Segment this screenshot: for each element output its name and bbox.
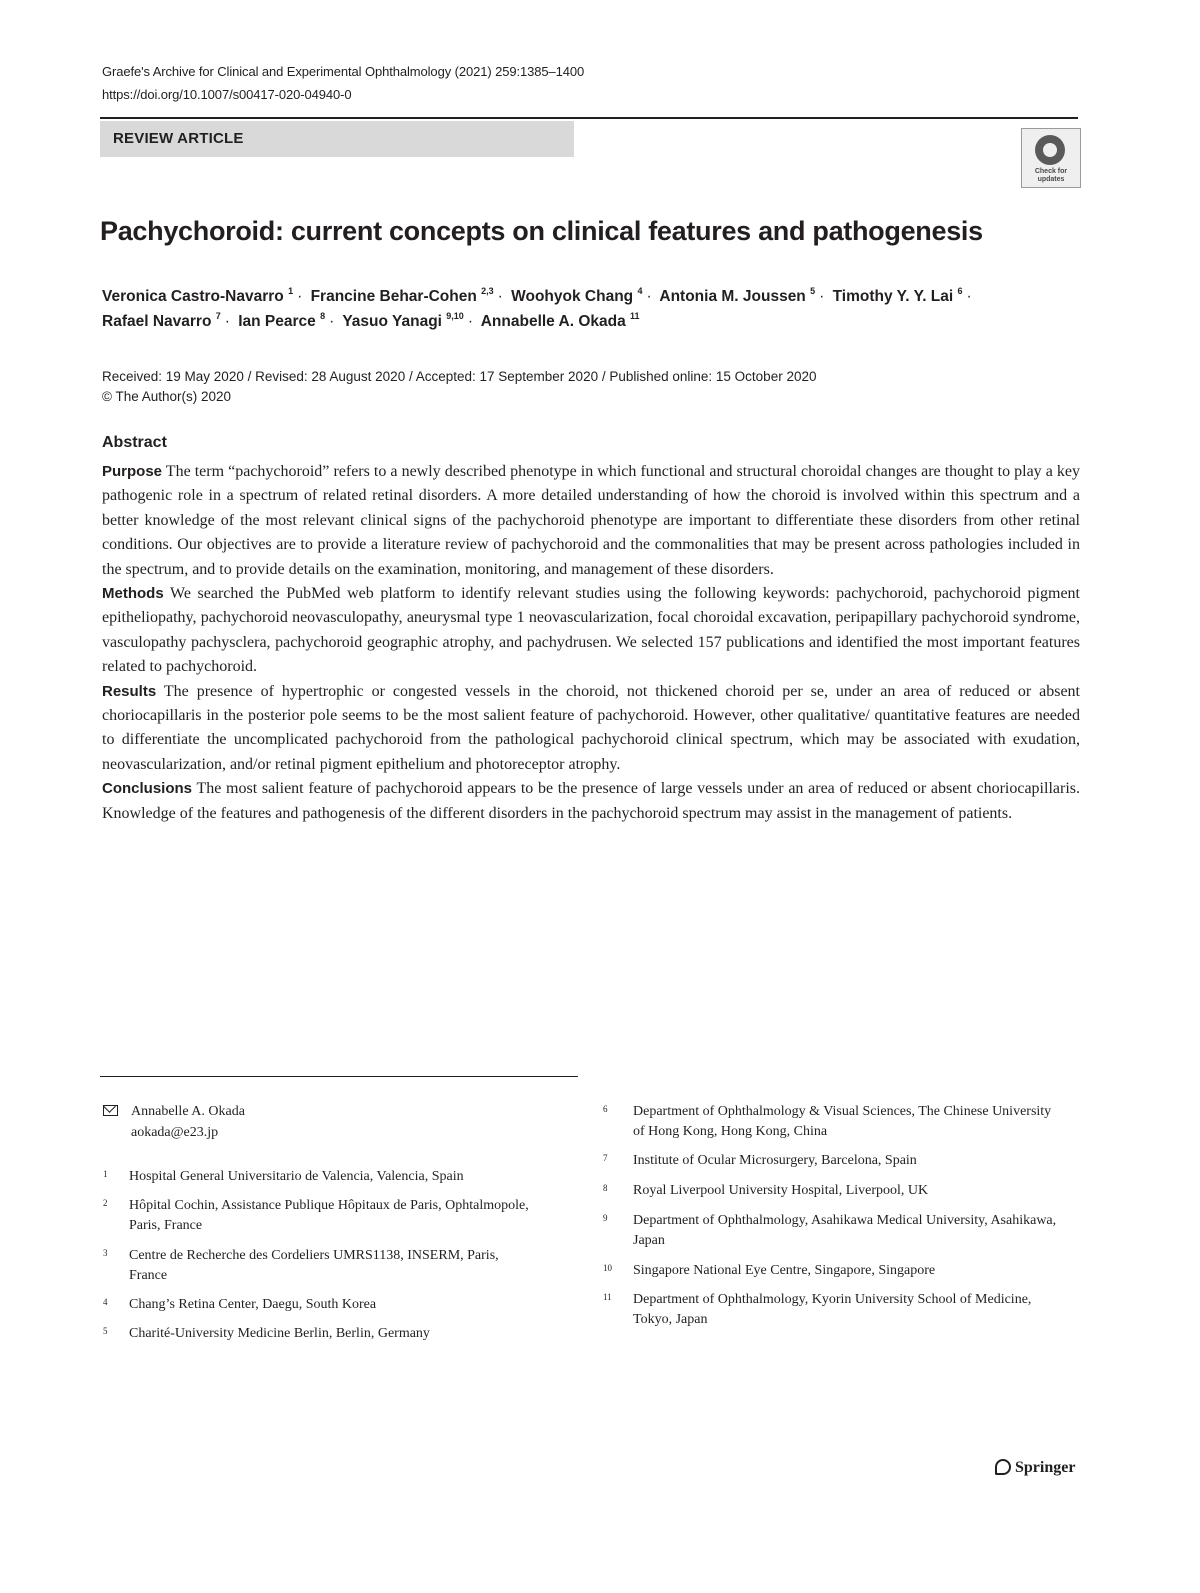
envelope-icon	[103, 1105, 118, 1116]
publisher-logo	[995, 1459, 1075, 1477]
affiliation-text: Charité-University Medicine Berlin, Berlin, Germany	[129, 1326, 430, 1341]
article-type-label: REVIEW ARTICLE	[113, 130, 244, 147]
author[interactable]: Francine Behar-Cohen $^{2,3}$	[310, 286, 494, 305]
affiliation-text: Hospital General Universitario de Valencia, Valencia, Spain	[129, 1169, 464, 1184]
affiliation-number: 3	[103, 1248, 108, 1258]
author[interactable]: Yasuo Yanagi $^{9,10}$	[342, 311, 464, 330]
contact-name: Annabelle A. Okada	[131, 1104, 245, 1119]
affiliation-text: Department of Ophthalmology & Visual Sciences, The Chinese University of Hong Kong, Hong Kong, China	[633, 1104, 1052, 1139]
affiliation-number: 1	[103, 1169, 108, 1179]
affiliation-text: Royal Liverpool University Hospital, Liverpool, UK	[633, 1183, 929, 1198]
author[interactable]: Woohyok Chang $^4$	[511, 286, 643, 305]
abstract-conclusions: Conclusions The most salient feature of pachychoroid appears to be the presence of large vessels under an area of reduced or absent choriocapillaris. Knowledge of the features and pathogenesis of the different disorders in the pachychoroid spectrum may assist in the management of patients.	[102, 780, 1080, 822]
springer-horse-icon	[995, 1459, 1011, 1475]
author[interactable]: Veronica Castro-Navarro $^1$	[102, 286, 294, 305]
author[interactable]: Ian Pearce $^8$	[238, 311, 326, 330]
publisher-name: Springer	[1015, 1459, 1076, 1476]
journal-citation: Graefe's Archive for Clinical and Experimental Ophthalmology (2021) 259:1385–1400	[102, 64, 585, 79]
affiliation-number: 11	[603, 1292, 612, 1302]
abstract-results: Results The presence of hypertrophic or congested vessels in the choroid, not thickened choroid per se, under an area of reduced or absent choriocapillaris in the posterior pole seems to be the most salient feature of pachychoroid. However, other qualitative/ quantitative features are needed to differentiate the uncomplicated pachychoroid from the pathological pachychoroid clinical spectrum, which may be associated with exudation, neovascularization, and/or retinal pigment epithelium and photoreceptor atrophy.	[102, 682, 1080, 773]
authors-line-2: Rafael Navarro $^7$ · Ian Pearce $^8$ · Yasuo Yanagi $^{9,10}$ · Annabelle A. Okada $^{11}$	[102, 311, 640, 330]
doi-link[interactable]: https://doi.org/10.1007/s00417-020-04940-0	[102, 87, 352, 102]
affiliation-text: Singapore National Eye Centre, Singapore, Singapore	[633, 1263, 936, 1278]
copyright-line: © The Author(s) 2020	[102, 389, 232, 404]
affiliation-number: 2	[103, 1198, 108, 1208]
footnote-rule	[100, 1076, 578, 1077]
affiliation-number: 7	[603, 1153, 608, 1163]
abstract-heading: Abstract	[102, 434, 167, 451]
affiliation-number: 8	[603, 1183, 608, 1193]
affiliation-text: Chang’s Retina Center, Daegu, South Korea	[129, 1297, 377, 1312]
affiliation-text: Department of Ophthalmology, Asahikawa Medical University, Asahikawa, Japan	[633, 1213, 1057, 1248]
affiliation-number: 5	[103, 1326, 108, 1336]
affiliation-text: Hôpital Cochin, Assistance Publique Hôpitaux de Paris, Ophtalmopole, Paris, France	[129, 1198, 529, 1233]
abstract-purpose: Purpose The term “pachychoroid” refers to a newly described phenotype in which functional and structural choroidal changes are thought to play a key pathogenic role in a spectrum of related retinal disorders. A more detailed understanding of how the choroid is involved within this spectrum and a better knowledge of the most relevant clinical signs of the pachychoroid phenotype are important to differentiate these disorders from other retinal conditions. Our objectives are to provide a literature review of pachychoroid and the commonalities that may be present across pathologies included in the spectrum, and to provide details on the examination, monitoring, and management of these disorders.	[102, 463, 1081, 578]
publication-dates: Received: 19 May 2020 / Revised: 28 August 2020 / Accepted: 17 September 2020 / Published online: 15 October 2020	[102, 369, 817, 384]
affiliation-number: 10	[603, 1263, 612, 1273]
affiliation-text: Institute of Ocular Microsurgery, Barcelona, Spain	[633, 1153, 917, 1168]
paper-title: Pachychoroid: current concepts on clinical features and pathogenesis	[100, 216, 983, 246]
author[interactable]: Antonia M. Joussen $^5$	[659, 286, 816, 305]
crossmark-icon	[1035, 135, 1065, 165]
affiliation-text: Centre de Recherche des Cordeliers UMRS1138, INSERM, Paris, France	[129, 1248, 499, 1283]
affiliation-number: 9	[603, 1213, 608, 1223]
abstract-methods: Methods We searched the PubMed web platform to identify relevant studies using the following keywords: pachychoroid, pachychoroid pigment epitheliopathy, pachychoroid neovasculopathy, aneurysmal type 1 neovascularization, focal choroidal excavation, peripapillary pachychoroid syndrome, vasculopathy pachysclera, pachychoroid geographic atrophy, and pachydrusen. We selected 157 publications and identified the most important features related to pachychoroid.	[102, 585, 1080, 676]
crossmark-badge[interactable]	[1021, 128, 1081, 188]
author[interactable]: Annabelle A. Okada $^{11}$	[480, 311, 640, 330]
authors-line-1: Veronica Castro-Navarro $^1$ · Francine Behar-Cohen $^{2,3}$ · Woohyok Chang $^4$ · Antonia M. Joussen $^5$ · Timothy Y. Y. Lai $^6$ ·	[102, 286, 972, 305]
crossmark-label: Check for updates	[1034, 168, 1068, 183]
author[interactable]: Timothy Y. Y. Lai $^6$	[832, 286, 963, 305]
contact-email[interactable]: aokada@e23.jp	[131, 1125, 219, 1140]
affiliation-number: 6	[603, 1104, 608, 1114]
affiliation-number: 4	[103, 1297, 108, 1307]
header-rule	[100, 117, 1078, 119]
abstract-body	[102, 460, 1080, 826]
affiliation-text: Department of Ophthalmology, Kyorin University School of Medicine, Tokyo, Japan	[633, 1292, 1032, 1327]
author[interactable]: Rafael Navarro $^7$	[102, 311, 221, 330]
